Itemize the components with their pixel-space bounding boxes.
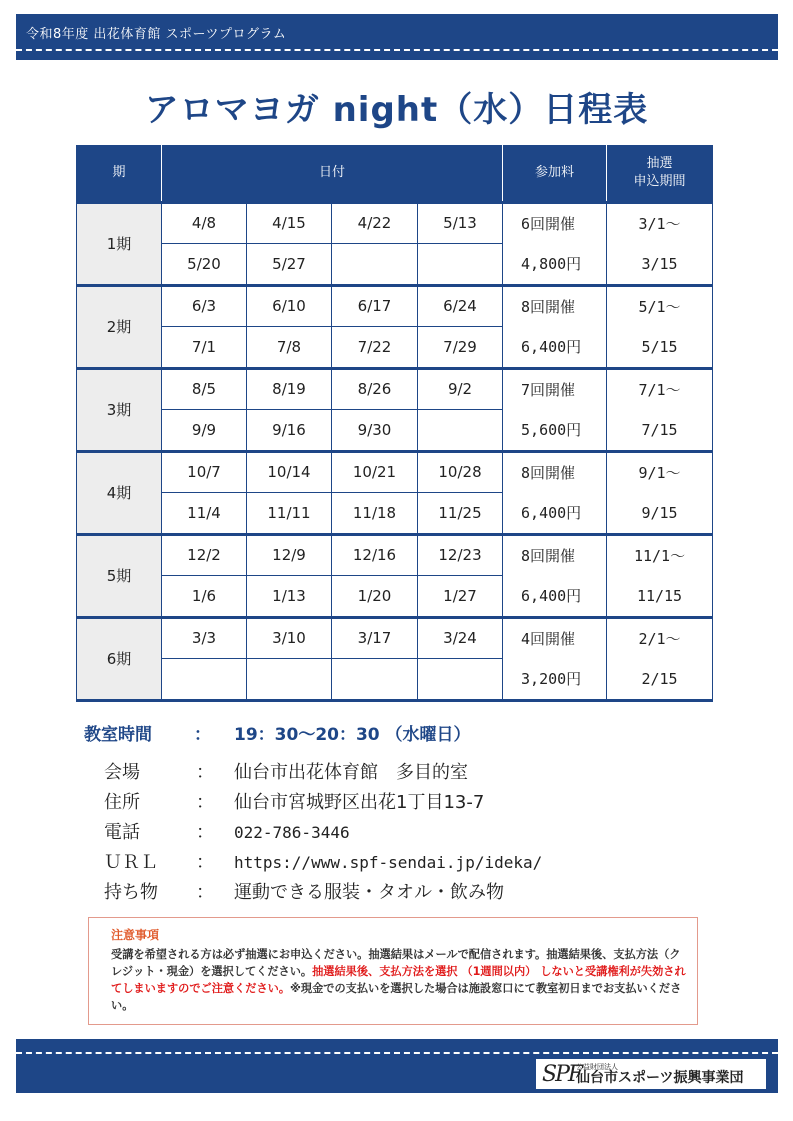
date-cell: 10/28 [418,451,503,493]
date-cell [332,244,418,286]
table-row [77,451,713,493]
date-cell [418,244,503,286]
date-cell: 10/14 [247,451,332,493]
apply-start-cell: 3/1～ [607,202,713,244]
date-cell: 1/13 [247,576,332,618]
notice-box [88,917,698,1025]
info-colon: ： [196,882,214,903]
date-cell: 11/25 [418,493,503,535]
date-cell: 5/13 [418,202,503,244]
date-cell: 10/21 [332,451,418,493]
schedule-body [77,202,713,700]
page-title: アロマヨガ night（水）日程表 [144,90,649,130]
date-cell: 3/17 [332,617,418,659]
date-cell: 7/29 [418,327,503,369]
date-cell: 6/3 [162,285,247,327]
class-time-colon: ： [194,725,211,745]
date-cell: 3/3 [162,617,247,659]
date-cell: 12/23 [418,534,503,576]
info-colon: ： [196,792,214,813]
date-cell: 9/16 [247,410,332,452]
date-cell: 10/7 [162,451,247,493]
sessions-cell: 4回開催 [503,617,607,659]
info-label: 電話 [104,822,140,843]
table-row [77,327,713,369]
date-cell: 8/19 [247,368,332,410]
date-cell: 12/9 [247,534,332,576]
table-header-row [77,145,713,202]
table-row [77,659,713,701]
table-row [77,617,713,659]
logo-text [576,1064,743,1085]
date-cell: 4/8 [162,202,247,244]
class-time-label: 教室時間 [84,725,152,745]
info-row-url [104,848,542,878]
header-period: 期 [77,145,162,202]
date-cell: 1/6 [162,576,247,618]
period-cell: 6期 [77,617,162,700]
period-cell: 1期 [77,202,162,285]
sessions-cell: 8回開催 [503,451,607,493]
logo-org-name: 仙台市スポーツ振興事業団 [576,1069,744,1086]
banner-dashed-line [16,49,778,51]
sessions-cell: 7回開催 [503,368,607,410]
sessions-cell: 6回開催 [503,202,607,244]
date-cell: 6/24 [418,285,503,327]
date-cell: 7/22 [332,327,418,369]
info-row-venue [104,758,542,788]
header-fee: 参加料 [503,145,607,202]
logo-org-type: 公益財団法人 [576,1062,618,1071]
apply-start-cell: 5/1～ [607,285,713,327]
table-row [77,202,713,244]
apply-start-cell: 11/1～ [607,534,713,576]
info-colon: ： [196,762,214,783]
fee-cell: 6,400円 [503,576,607,618]
notice-body [111,946,687,1014]
date-cell [332,659,418,701]
date-cell: 3/24 [418,617,503,659]
info-label: 持ち物 [104,882,158,903]
top-banner [16,14,778,60]
date-cell: 5/20 [162,244,247,286]
sessions-cell: 8回開催 [503,534,607,576]
date-cell: 11/18 [332,493,418,535]
date-cell [162,659,247,701]
fee-cell: 5,600円 [503,410,607,452]
date-cell: 8/26 [332,368,418,410]
table-row [77,493,713,535]
table-row [77,410,713,452]
date-cell: 11/4 [162,493,247,535]
banner-dashed-line [16,1052,778,1054]
header-apply-line2: 申込期間 [633,173,686,189]
class-time [84,720,471,745]
address-value: 仙台市宮城野区出花1丁目13-7 [234,792,485,813]
date-cell: 11/11 [247,493,332,535]
table-row [77,534,713,576]
notice-text-1: 受講を希望される方は必ず抽選にお申込ください。抽選結果はメールで配信されます。抽選結果後、支払方法（クレジット・現金）を選択してください。 [111,948,681,978]
apply-end-cell: 3/15 [607,244,713,286]
date-cell: 1/27 [418,576,503,618]
fee-cell: 6,400円 [503,493,607,535]
header-apply [607,145,713,202]
apply-end-cell: 7/15 [607,410,713,452]
apply-start-cell: 7/1～ [607,368,713,410]
info-label: 住所 [104,792,140,813]
organization-logo [536,1059,766,1089]
period-cell: 2期 [77,285,162,368]
items-value: 運動できる服装・タオル・飲み物 [234,882,504,903]
table-row [77,285,713,327]
date-cell: 6/17 [332,285,418,327]
banner-text: 令和8年度 出花体育館 スポーツプログラム [26,27,287,42]
url-link[interactable]: https://www.spf-sendai.jp/ideka/ [234,853,543,872]
header-apply-line1: 抽選 [646,155,673,171]
date-cell: 12/2 [162,534,247,576]
apply-end-cell: 5/15 [607,327,713,369]
apply-end-cell: 11/15 [607,576,713,618]
notice-title: 注意事項 [111,928,160,942]
date-cell: 7/1 [162,327,247,369]
date-cell: 5/27 [247,244,332,286]
info-list [104,758,542,908]
info-row-phone [104,818,542,848]
schedule-table [76,145,713,702]
date-cell: 1/20 [332,576,418,618]
info-colon: ： [196,852,214,873]
apply-start-cell: 9/1～ [607,451,713,493]
fee-cell: 3,200円 [503,659,607,701]
date-cell: 7/8 [247,327,332,369]
date-cell: 12/16 [332,534,418,576]
sessions-cell: 8回開催 [503,285,607,327]
notice-text-2: ※現金での支払いを選択した場合は施設窓口にて教室初日までお支払いください。 [111,982,682,1012]
date-cell [247,659,332,701]
period-cell: 5期 [77,534,162,617]
date-cell: 3/10 [247,617,332,659]
header-dates: 日付 [162,145,503,202]
fee-cell: 6,400円 [503,327,607,369]
venue-value: 仙台市出花体育館 多目的室 [234,762,468,783]
apply-end-cell: 2/15 [607,659,713,701]
info-label: ＵＲＬ [104,852,158,873]
bottom-banner [16,1039,778,1093]
info-colon: ： [196,822,214,843]
fee-cell: 4,800円 [503,244,607,286]
table-row [77,244,713,286]
table-row [77,576,713,618]
apply-end-cell: 9/15 [607,493,713,535]
date-cell: 9/2 [418,368,503,410]
date-cell: 6/10 [247,285,332,327]
phone-value: 022-786-3446 [234,823,350,842]
date-cell: 9/9 [162,410,247,452]
period-cell: 4期 [77,451,162,534]
date-cell [418,659,503,701]
date-cell: 4/22 [332,202,418,244]
period-cell: 3期 [77,368,162,451]
table-row [77,368,713,410]
date-cell [418,410,503,452]
info-label: 会場 [104,762,140,783]
apply-start-cell: 2/1～ [607,617,713,659]
notice-text-red: 抽選結果後、支払方法を選択 （1週間以内） しないと受講権利が失効されてしまいますのでご注意ください。 [111,965,686,995]
info-row-items [104,878,542,908]
class-time-value: 19：30～20：30 （水曜日） [234,725,471,745]
date-cell: 4/15 [247,202,332,244]
date-cell: 8/5 [162,368,247,410]
date-cell: 9/30 [332,410,418,452]
spf-logo-icon: SPF [542,1061,582,1087]
info-row-address [104,788,542,818]
